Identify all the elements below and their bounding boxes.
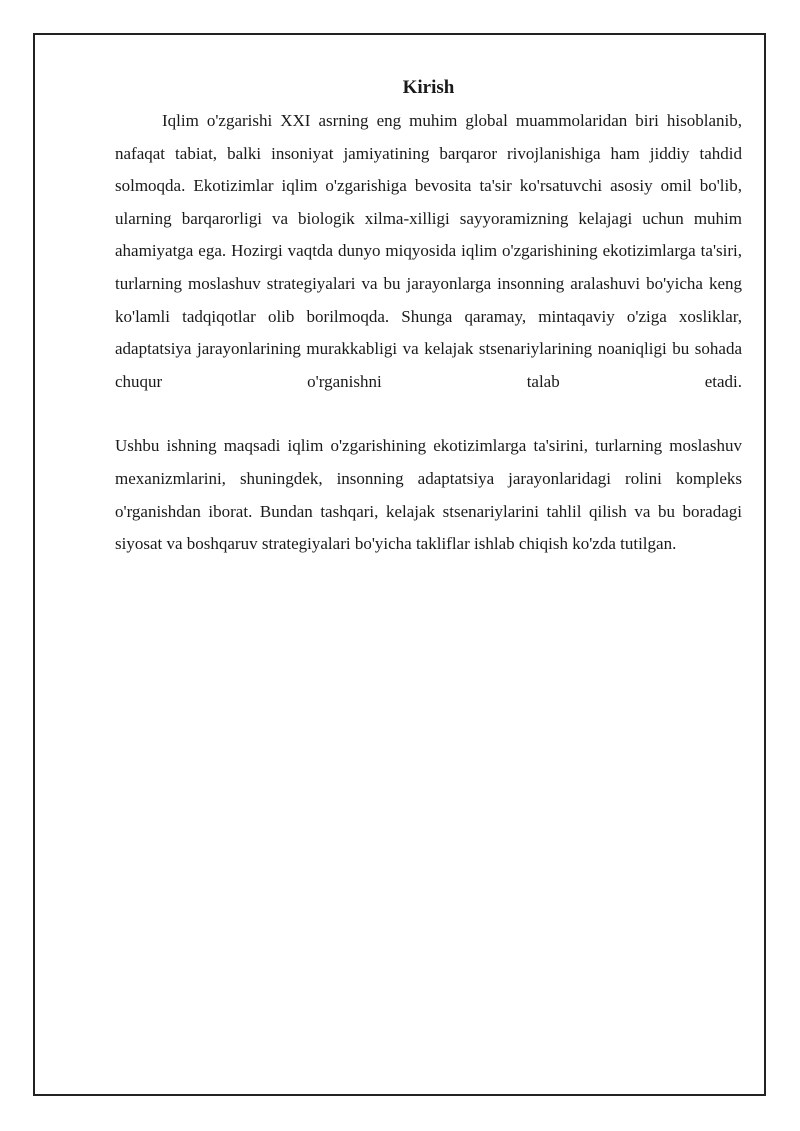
page-title: Kirish <box>402 77 455 98</box>
document-body <box>115 74 742 561</box>
paragraph-purpose: Ushbu ishning maqsadi iqlim o'zgarishining ekotizimlarga ta'sirini, turlarning moslashuv mexanizmlarini, shuningdek, insonning adaptatsiya jarayonlaridagi rolini kompleks o'rganishdan iborat. Bundan tashqari, kelajak stsenariylarini tahlil qilish va bu boradagi siyosat va boshqaruv strategiyalari bo'yicha takliflar ishlab chiqish ko'zda tutilgan. <box>115 436 742 554</box>
paragraph-introduction: Iqlim o'zgarishi XXI asrning eng muhim global muammolaridan biri hisoblanib, nafaqat tabiat, balki insoniyat jamiyatining barqaror rivojlanishiga ham jiddiy tahdid solmoqda. Ekotizimlar iqlim o'zgarishiga bevosita ta'sir ko'rsatuvchi asosiy omil bo'lib, ularning barqarorligi va biologik xilma-xilligi sayyoramizning kelajagi uchun muhim ahamiyatga ega. Hozirgi vaqtda dunyo miqyosida iqlim o'zgarishining ekotizimlarga ta'siri, turlarning moslashuv strategiyalari va bu jarayonlarga insonning aralashuvi bo'yicha keng ko'lamli tadqiqotlar olib borilmoqda. Shunga qaramay, mintaqaviy o'ziga xosliklar, adaptatsiya jarayonlarining murakkabligi va kelajak stsenariylarining noaniqligi bu sohada chuqur o'rganishni talab etadi. <box>115 111 742 391</box>
